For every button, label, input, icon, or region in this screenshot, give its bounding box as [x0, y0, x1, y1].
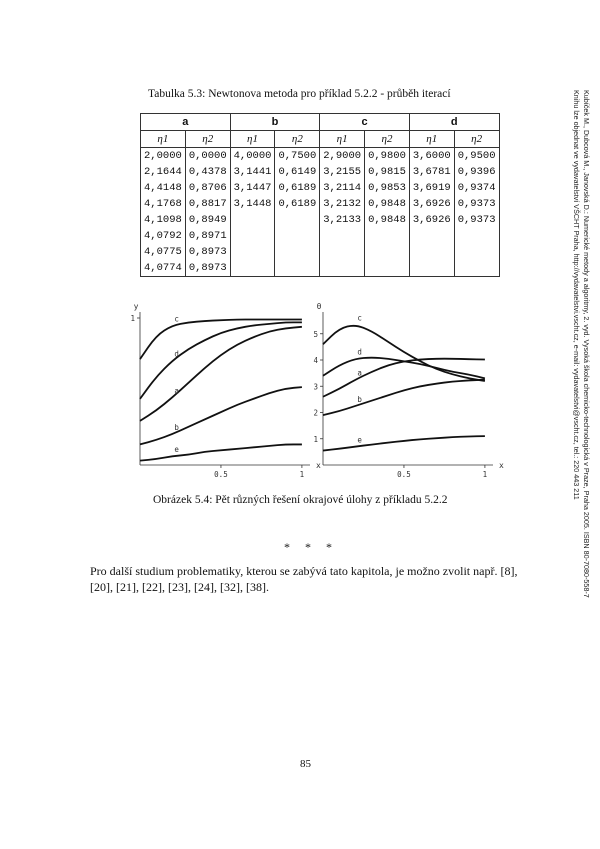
table-cell: 0,6189: [275, 180, 320, 196]
table-cell: [454, 260, 499, 277]
table-cell: 3,6781: [409, 164, 454, 180]
table-cell: 0,9500: [454, 148, 499, 165]
table-cell: [320, 260, 365, 277]
series-label-b: b: [174, 423, 179, 433]
table-cell: 0,9373: [454, 196, 499, 212]
subheader-eta1: η1: [230, 131, 275, 148]
side-citation-text: [571, 90, 591, 598]
table-cell: [454, 244, 499, 260]
table-cell: 0,8949: [185, 212, 230, 228]
table-cell: 0,7500: [275, 148, 320, 165]
table-cell: 0,9800: [365, 148, 410, 165]
table-cell: [230, 260, 275, 277]
table-row: [141, 260, 500, 277]
x-tick-label: 1: [482, 470, 488, 479]
series-line-a: [140, 327, 302, 421]
series-label-a: a: [174, 386, 179, 396]
table-cell: 4,0000: [230, 148, 275, 165]
series-label-e: e: [174, 445, 179, 455]
table-cell: 3,6926: [409, 212, 454, 228]
section-separator: * * *: [284, 540, 338, 554]
table-cell: 0,9853: [365, 180, 410, 196]
table-cell: [275, 212, 320, 228]
y-tick-label: 1: [130, 314, 135, 323]
series-label-c: c: [357, 313, 362, 323]
y-tick-label: 5: [313, 329, 318, 339]
body-paragraph: Pro další studium problematiky, kterou se zabývá tato kapitola, je možno zvolit např. [8], [20], [21], [22], [23], [24], [32], [38].: [90, 564, 518, 594]
citation-line-1: Kubíček M., Dubcová M., Janovská D.: Numerické metody a algoritmy, 2. vyd. Vysoká škola chemicko-technologická v Praze, Praha 2005. ISBN 80-7080-558-7: [582, 90, 591, 598]
table-row: [141, 148, 500, 165]
table-cell: 0,8973: [185, 260, 230, 277]
x-tick-label: 0.5: [397, 470, 411, 479]
subheader-eta1: η1: [320, 131, 365, 148]
y-tick-label: 3: [313, 382, 318, 392]
series-label-b: b: [357, 394, 362, 404]
table-row: [141, 212, 500, 228]
table-cell: 2,9000: [320, 148, 365, 165]
table-cell: [275, 228, 320, 244]
table-cell: [409, 228, 454, 244]
table-cell: [454, 228, 499, 244]
subheader-eta1: η1: [141, 131, 186, 148]
table-cell: 4,0775: [141, 244, 186, 260]
table-cell: 0,8973: [185, 244, 230, 260]
group-header-d: d: [409, 114, 499, 131]
table-cell: [275, 244, 320, 260]
table-cell: [365, 244, 410, 260]
table-row: [141, 228, 500, 244]
table-cell: 3,2132: [320, 196, 365, 212]
figure-svg: [120, 300, 504, 480]
table-cell: [275, 260, 320, 277]
subheader-eta1: η1: [409, 131, 454, 148]
figure-caption: Obrázek 5.4: Pět různých řešení okrajové úlohy z příkladu 5.2.2: [153, 494, 448, 506]
table-cell: 0,6189: [275, 196, 320, 212]
table-row: [141, 196, 500, 212]
subheader-eta2: η2: [454, 131, 499, 148]
table-cell: [409, 260, 454, 277]
series-label-d: d: [357, 347, 362, 357]
table-cell: 4,1768: [141, 196, 186, 212]
table-cell: 4,4148: [141, 180, 186, 196]
table-cell: 2,1644: [141, 164, 186, 180]
series-line-b: [140, 387, 302, 444]
series-line-d: [140, 322, 302, 398]
table-cell: [320, 228, 365, 244]
subheader-eta2: η2: [185, 131, 230, 148]
subheader-eta2: η2: [365, 131, 410, 148]
table-row: [141, 180, 500, 196]
subheader-eta2: η2: [275, 131, 320, 148]
series-label-e: e: [357, 435, 362, 445]
table-subheader-row: [141, 131, 500, 148]
series-label-c: c: [174, 314, 179, 324]
table-cell: [365, 228, 410, 244]
table-cell: 0,8971: [185, 228, 230, 244]
table-cell: 3,1441: [230, 164, 275, 180]
side-citation: [561, 90, 591, 640]
x-tick-label: 1: [299, 470, 305, 479]
y-tick-label: 1: [313, 434, 318, 444]
table-cell: 0,6149: [275, 164, 320, 180]
table-cell: 3,1448: [230, 196, 275, 212]
iteration-table: [140, 113, 500, 277]
table-cell: [230, 212, 275, 228]
table-cell: [230, 228, 275, 244]
citation-line-2: Knihu lze objednat ve vydavatelství VŠCHT Praha, http://vydavatelstvi.vscht.cz, e-mail: vydavatelstvi@vscht.cz, tel.: 220 443 211: [572, 90, 581, 500]
table-cell: 0,9396: [454, 164, 499, 180]
y-axis-label: θ: [316, 302, 322, 311]
table-cell: 0,4378: [185, 164, 230, 180]
table-cell: 4,0792: [141, 228, 186, 244]
group-header-a: a: [141, 114, 231, 131]
table-cell: 4,1098: [141, 212, 186, 228]
y-tick-label: 4: [313, 356, 318, 365]
table-cell: 3,6000: [409, 148, 454, 165]
series-line-c: [140, 319, 302, 359]
table-cell: 0,9815: [365, 164, 410, 180]
x-axis-label: x: [499, 461, 504, 470]
table-cell: 3,2114: [320, 180, 365, 196]
table-cell: 0,0000: [185, 148, 230, 165]
figure-plots: [120, 300, 504, 485]
series-label-a: a: [357, 368, 362, 378]
series-line-e: [323, 436, 485, 450]
table-cell: 3,1447: [230, 180, 275, 196]
x-axis-label: x: [316, 461, 321, 470]
table-cell: 3,2155: [320, 164, 365, 180]
table-cell: 0,9848: [365, 196, 410, 212]
page-number: 85: [300, 758, 311, 770]
y-tick-label: 2: [313, 408, 318, 418]
table-cell: 3,6919: [409, 180, 454, 196]
table-cell: 0,8706: [185, 180, 230, 196]
table-cell: [230, 244, 275, 260]
table-caption: Tabulka 5.3: Newtonova metoda pro příklad 5.2.2 - průběh iterací: [148, 88, 451, 100]
group-header-c: c: [320, 114, 410, 131]
table-cell: 0,8817: [185, 196, 230, 212]
table-row: [141, 244, 500, 260]
y-axis-label: y: [133, 302, 139, 311]
table-cell: 3,6926: [409, 196, 454, 212]
table-cell: 0,9374: [454, 180, 499, 196]
table-cell: 0,9373: [454, 212, 499, 228]
table-cell: 4,0774: [141, 260, 186, 277]
group-header-b: b: [230, 114, 320, 131]
table-cell: 0,9848: [365, 212, 410, 228]
table-row: [141, 164, 500, 180]
table-group-header-row: [141, 114, 500, 131]
series-label-d: d: [174, 349, 179, 359]
table-cell: [409, 244, 454, 260]
x-tick-label: 0.5: [214, 470, 228, 479]
table-cell: [365, 260, 410, 277]
table-cell: 3,2133: [320, 212, 365, 228]
table-cell: [320, 244, 365, 260]
series-line-e: [140, 444, 302, 460]
table-body: [141, 148, 500, 277]
table-cell: 2,0000: [141, 148, 186, 165]
